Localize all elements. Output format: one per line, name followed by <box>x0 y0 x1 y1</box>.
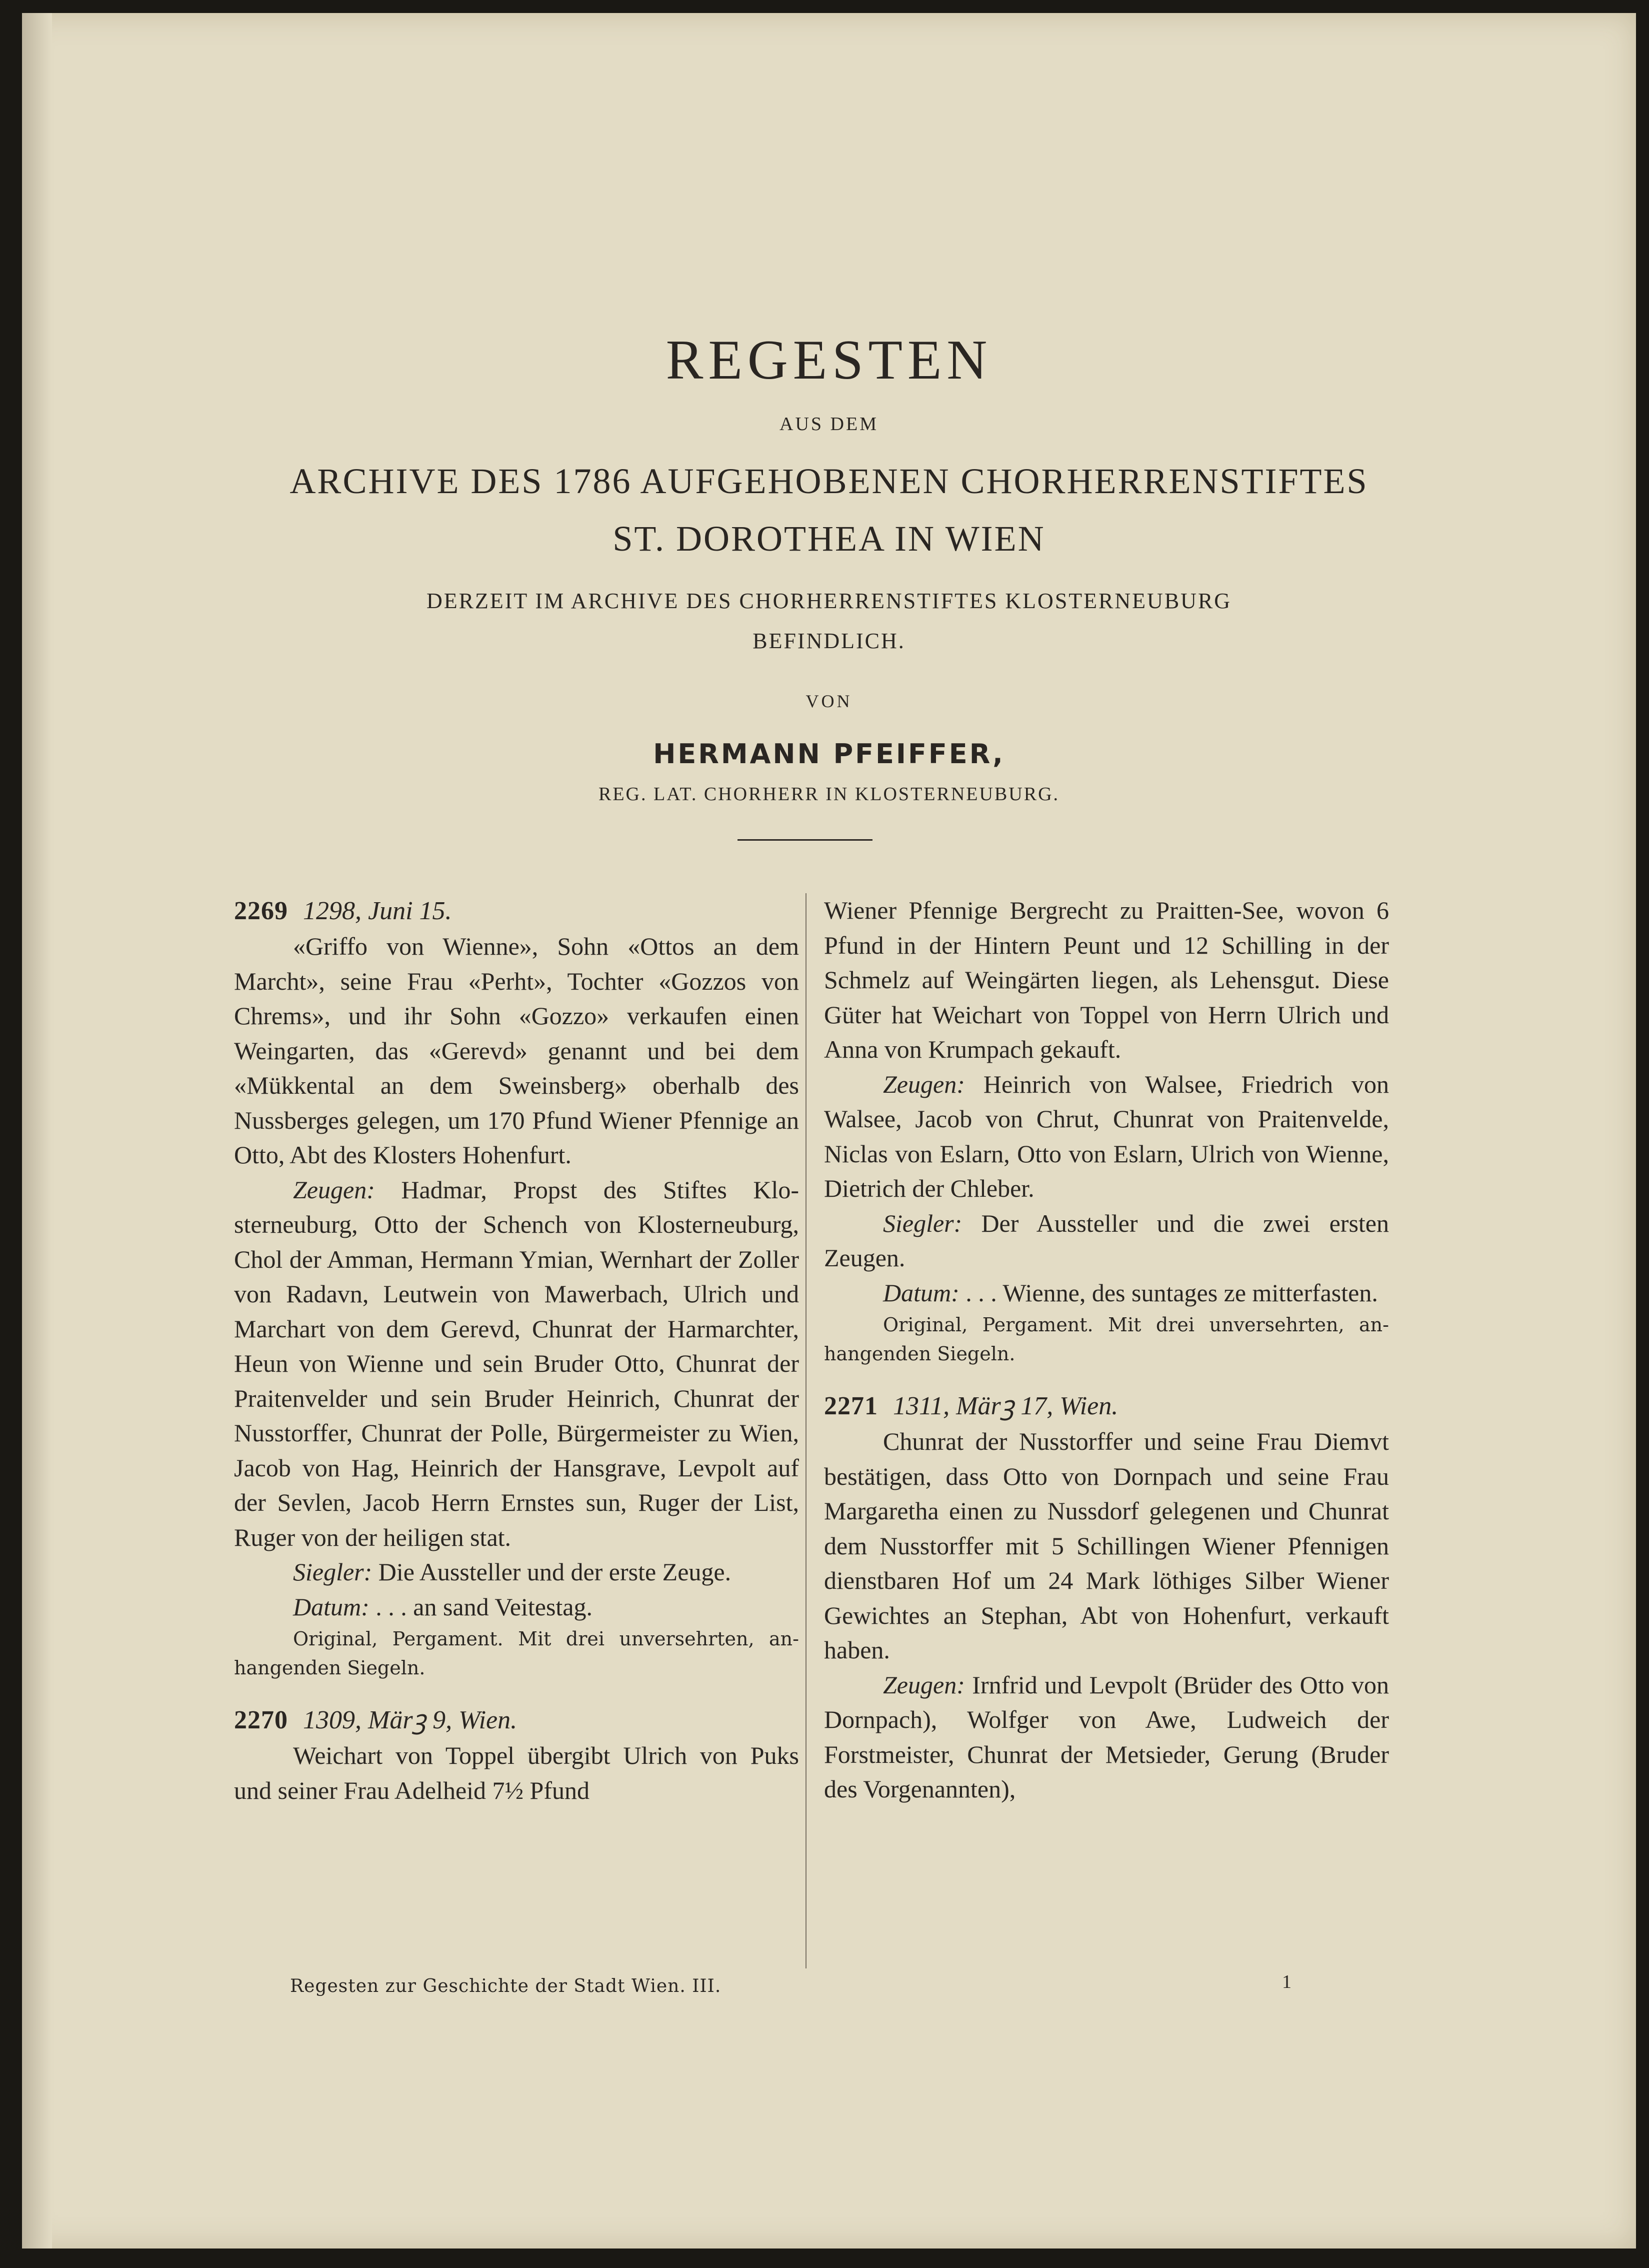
entry-2271-zeugen-text: Irnfrid und Levpolt (Brüder des Otto von Dornpach), Wolfger von Awe, Ludweich der Forstmeister, Chunrat der Metsieder, Gerung (Bruder des Vorgenannten), <box>824 1670 1389 1803</box>
right-column <box>824 893 1389 1807</box>
entry-2270-text-continued: Wiener Pfennige Bergrecht zu Praitten-See, wovon 6 Pfund in der Hintern Peunt und 12 Schilling in der Schmelz auf Weingärten liegen, als Lehensgut. Diese Güter hat Weichart von Toppel von Herrn Ulrich und Anna von Krumpach gekauft. <box>824 896 1389 1063</box>
entry-2269-datum <box>234 1590 799 1625</box>
entry-2270-heading <box>234 1702 799 1738</box>
entry-2269-siegler-text: Die Aussteller und der erste Zeuge. <box>372 1558 732 1586</box>
document-page <box>22 13 1636 2248</box>
author-name: HERMANN PFEIFFER, <box>653 738 1005 770</box>
entry-2271-number: 2271 <box>824 1392 878 1420</box>
entry-2269-number: 2269 <box>234 897 288 925</box>
entry-2271-zeugen-label: Zeugen: <box>883 1670 965 1699</box>
title-separator-rule <box>738 839 872 841</box>
entry-2270-siegler-label: Siegler: <box>883 1209 962 1237</box>
subtitle-derzeit-line: DERZEIT IM ARCHIVE DES CHORHERRENSTIFTES KLOSTERNEUBURG <box>426 589 1232 613</box>
entry-2269-text: «Griffo von Wienne», Sohn «Ottos an dem Marcht», seine Frau «Perht», Tochter «Gozzos von Chrems», und ihr Sohn «Gozzo» verkaufen einen Weingarten, das «Gerevd» genannt und bei dem «Mükkental an dem Sweinsberg» oberhalb des Nussberges gelegen, um 170 Pfund Wiener Pfennige an Otto, Abt des Klosters Hohenfurt. <box>234 932 799 1169</box>
entry-2269-note: Original, Pergament. Mit drei unversehrten, anhangenden Siegeln. <box>234 1628 799 1679</box>
entry-2270-note: Original, Pergament. Mit drei unversehrten, anhangenden Siegeln. <box>824 1314 1389 1365</box>
entry-2269-zeugen-text: Hadmar, Propst des Stiftes Klosterneuburg, Otto der Schench von Klosterneuburg, Chol der Amman, Hermann Ymian, Wernhart der Zoller von Radavn, Leutwein von Mawerbach, Ulrich und Marchart von dem Gerevd, Chunrat der Harmarchter, Heun von Wienne und sein Bruder Otto, Chunrat der Praitenvelder und sein Bruder Heinrich, Chunrat der Nusstorffer, Chunrat der Polle, Bürgermeister zu Wien, Jacob von Hag, Heinrich der Hansgrave, Levpolt auf der Sevlen, Jacob Herrn Ernstes sun, Ruger der List, Ruger von der heiligen stat. <box>234 1175 799 1551</box>
subtitle-dorothea-line: ST. DOROTHEA IN WIEN <box>612 519 1046 559</box>
byline-von: VON <box>806 691 852 711</box>
subtitle-befindlich-line: BEFINDLICH. <box>752 629 906 653</box>
subtitle-aus-dem: AUS DEM <box>780 414 878 435</box>
entry-2269-zeugen-label: Zeugen: <box>293 1175 375 1204</box>
author-affiliation: REG. LAT. CHORHERR IN KLOSTERNEUBURG. <box>598 784 1060 805</box>
entry-2269-heading <box>234 893 799 929</box>
entry-2269-zeugen <box>234 1173 799 1555</box>
page-number: 1 <box>1282 1971 1292 1992</box>
entry-2271-zeugen <box>824 1668 1389 1807</box>
entry-2271-heading <box>824 1388 1389 1424</box>
document-title: REGESTEN <box>666 329 992 391</box>
entry-2270-zeugen-text: Heinrich von Walsee, Friedrich von Walsee, Jacob von Chrut, Chunrat von Praitenvelde, Niclas von Eslarn, Otto von Eslarn, Ulrich von Wienne, Dietrich der Chleber. <box>824 1070 1389 1202</box>
entry-2270-datum-text: . . . Wienne, des suntages ze mitterfasten. <box>959 1278 1378 1307</box>
entry-2269-date: 1298, Juni 15. <box>303 897 452 925</box>
entry-2270-datum <box>824 1276 1389 1311</box>
left-column <box>234 893 799 1808</box>
entry-2269-siegler-label: Siegler: <box>293 1558 372 1586</box>
entry-2269-datum-label: Datum: <box>293 1592 370 1621</box>
subtitle-archive-line: ARCHIVE DES 1786 AUFGEHOBENEN CHORHERRENSTIFTES <box>290 461 1368 501</box>
entry-2270-datum-label: Datum: <box>883 1278 960 1307</box>
entry-2270-date: 1309, Märꝫ 9, Wien. <box>303 1706 518 1734</box>
entry-2269-datum-text: . . . an sand Veitestag. <box>369 1592 592 1621</box>
entry-2270-siegler <box>824 1206 1389 1276</box>
entry-2270-number: 2270 <box>234 1706 288 1734</box>
entry-2271-text: Chunrat der Nusstorffer und seine Frau Diemvt bestätigen, dass Otto von Dornpach und seine Frau Margaretha einen zu Nussdorf gelegenen und Chunrat dem Nusstorffer mit 5 Schillingen Wiener Pfennigen dienstbaren Hof um 24 Mark löthiges Silber Wiener Gewichtes an Stephan, Abt von Hohenfurt, verkauft haben. <box>824 1427 1389 1664</box>
entry-2269-siegler <box>234 1555 799 1590</box>
entry-2270-text-start: Weichart von Toppel übergibt Ulrich von Puks und seiner Frau Adelheid 7½ Pfund <box>234 1741 799 1804</box>
entry-2270-zeugen <box>824 1067 1389 1206</box>
entry-2270-siegler-text: Der Aussteller und die zwei ersten Zeugen. <box>824 1209 1389 1272</box>
series-footer: Regesten zur Geschichte der Stadt Wien. III. <box>290 1976 722 1996</box>
entry-2271-date: 1311, Märꝫ 17, Wien. <box>893 1392 1118 1420</box>
entry-2270-zeugen-label: Zeugen: <box>883 1070 965 1098</box>
